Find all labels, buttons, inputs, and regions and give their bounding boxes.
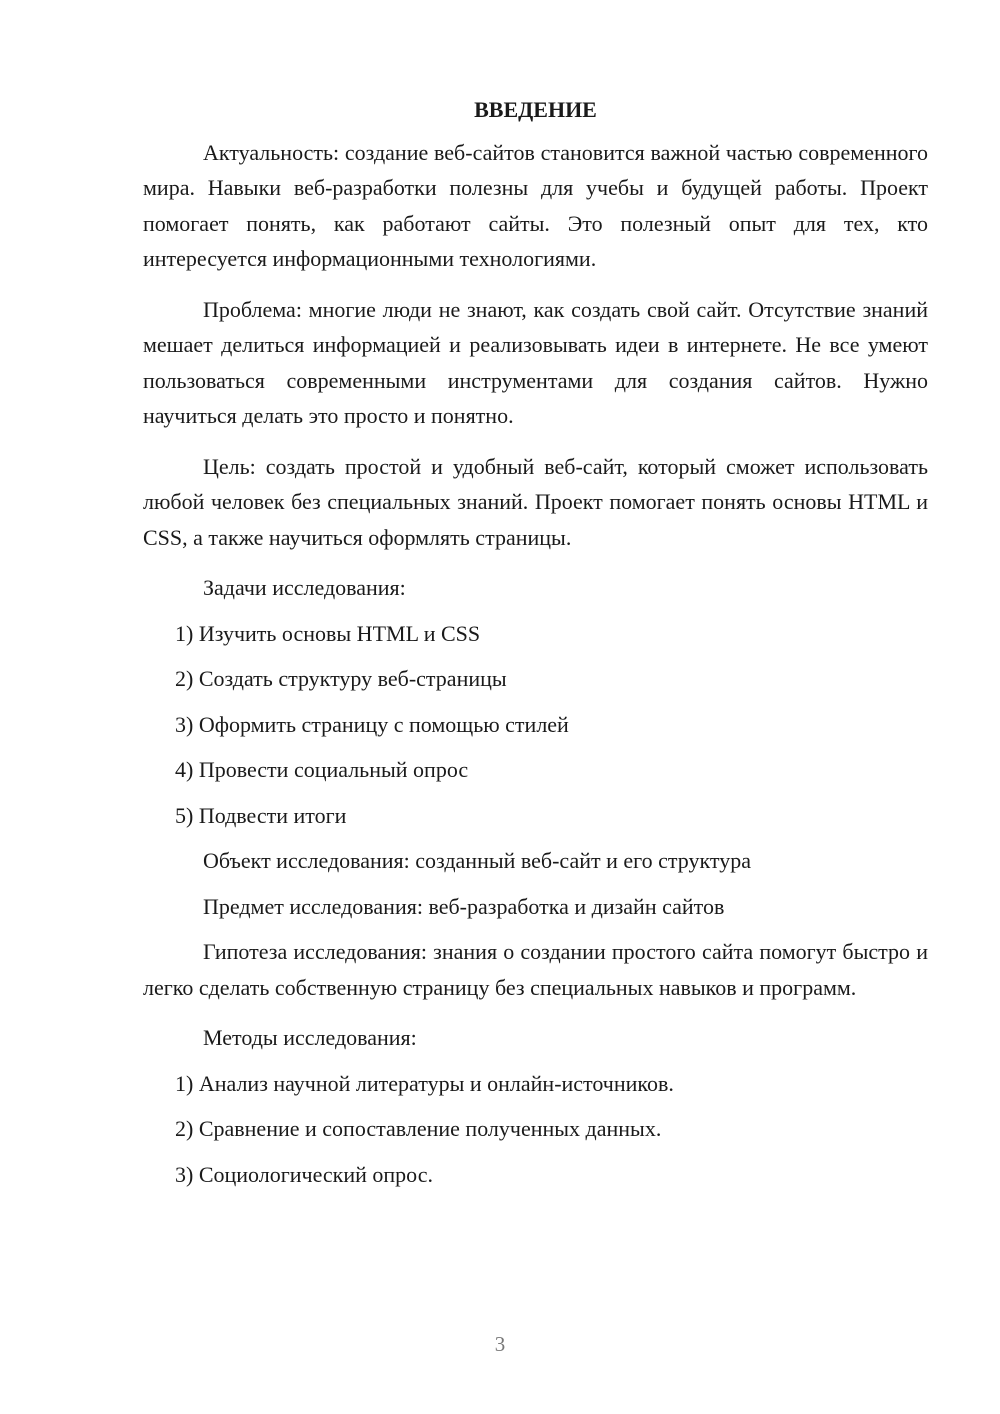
methods-heading: Методы исследования: bbox=[203, 1025, 417, 1050]
list-item: 1) Изучить основы HTML и CSS bbox=[175, 620, 481, 646]
relevance-paragraph: Актуальность: создание веб-сайтов становится важной частью современного мира. Навыки веб-разработки полезны для учебы и будущей работы. Проект помогает понять, как работают сайты. Это полезный опыт для тех, кто интересуется информационными технологиями. bbox=[143, 139, 928, 271]
tasks-list bbox=[143, 616, 928, 834]
list-item: 2) Сравнение и сопоставление полученных данных. bbox=[175, 1116, 662, 1141]
list-item: 4) Провести социальный опрос bbox=[175, 757, 469, 782]
hypothesis-paragraph: Гипотеза исследования: знания о создании простого сайта помогут быстро и легко сделать собственную страницу без специальных навыков и программ. bbox=[143, 939, 928, 1000]
list-item: 2) Создать структуру веб-страницы bbox=[175, 666, 507, 691]
methods-list bbox=[143, 1066, 928, 1193]
document-page bbox=[143, 92, 928, 1202]
problem-paragraph: Проблема: многие люди не знают, как создать свой сайт. Отсутствие знаний мешает делиться информацией и реализовывать идеи в интернете. Не все умеют пользоваться современными инструментами для создания сайтов. Нужно научиться делать это просто и понятно. bbox=[143, 296, 928, 428]
page-title: ВВЕДЕНИЕ bbox=[474, 97, 597, 122]
list-item: 3) Оформить страницу с помощью стилей bbox=[175, 711, 569, 737]
list-item: 1) Анализ научной литературы и онлайн-источников. bbox=[175, 1070, 674, 1096]
list-item: 5) Подвести итоги bbox=[175, 802, 347, 828]
list-item: 3) Социологический опрос. bbox=[175, 1161, 433, 1187]
object-line: Объект исследования: созданный веб-сайт и его структура bbox=[203, 848, 751, 873]
goal-paragraph: Цель: создать простой и удобный веб-сайт, который сможет использовать любой человек без специальных знаний. Проект помогает понять основы HTML и CSS, а также научиться оформлять страницы. bbox=[143, 453, 928, 550]
subject-line: Предмет исследования: веб-разработка и дизайн сайтов bbox=[203, 893, 725, 919]
tasks-heading: Задачи исследования: bbox=[203, 575, 406, 600]
page-number: 3 bbox=[494, 1332, 506, 1356]
